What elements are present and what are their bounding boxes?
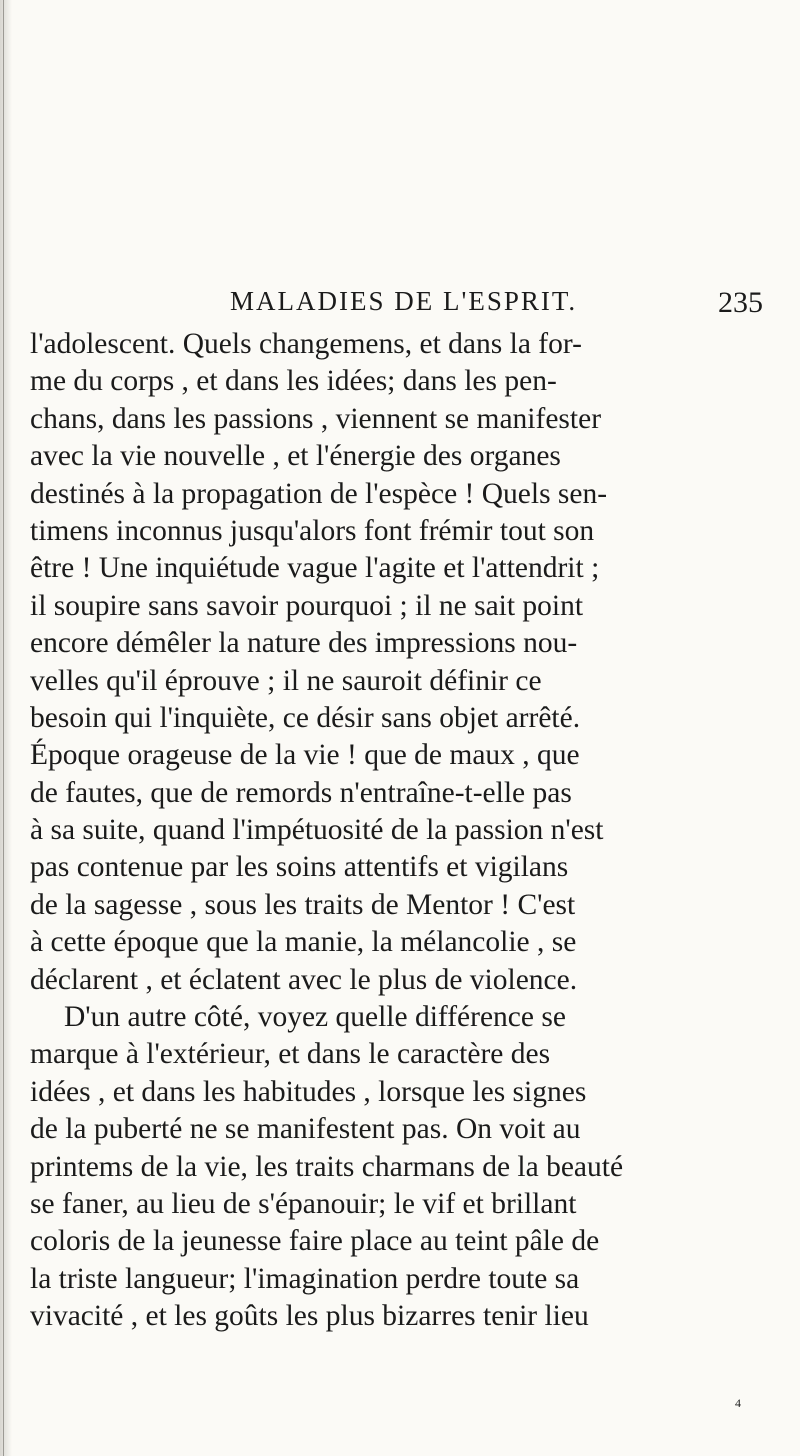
text-line: timens inconnus jusqu'alors font frémir tout son (30, 514, 595, 547)
text-line: il soupire sans savoir pourquoi ; il ne sait point (30, 589, 584, 622)
text-line: avec la vie nouvelle , et l'énergie des organes (30, 440, 561, 473)
page-number: 235 (718, 286, 763, 319)
text-line-paragraph-start: D'un autre côté, voyez quelle différence se (64, 1001, 566, 1034)
text-line: printems de la vie, les traits charmans de la beauté (30, 1150, 624, 1183)
text-line: déclarent , et éclatent avec le plus de violence. (30, 963, 578, 996)
text-line: de fautes, que de remords n'entraîne-t-elle pas (30, 776, 572, 809)
gutter-edge (3, 0, 4, 1456)
text-line: coloris de la jeunesse faire place au teint pâle de (30, 1225, 600, 1258)
text-line: destinés à la propagation de l'espèce ! Quels sen- (30, 477, 608, 510)
running-head: MALADIES DE L'ESPRIT. (230, 286, 578, 316)
text-line: de la puberté ne se manifestent pas. On voit au (30, 1113, 581, 1146)
text-line: la triste langueur; l'imagination perdre toute sa (30, 1262, 580, 1295)
text-line: à sa suite, quand l'impétuosité de la passion n'est (30, 814, 604, 847)
page-header (0, 286, 800, 326)
text-line: velles qu'il éprouve ; il ne sauroit définir ce (30, 664, 542, 697)
text-line: à cette époque que la manie, la mélancolie , se (30, 926, 577, 959)
text-line: me du corps , et dans les idées; dans les pen- (30, 365, 557, 398)
text-line: chans, dans les passions , viennent se manifester (30, 402, 602, 435)
text-line: se faner, au lieu de s'épanouir; le vif et brillant (30, 1187, 577, 1220)
text-line: besoin qui l'inquiète, ce désir sans objet arrêté. (30, 701, 581, 734)
text-line: vivacité , et les goûts les plus bizarres tenir lieu (30, 1300, 589, 1333)
text-line: l'adolescent. Quels changemens, et dans la for- (30, 328, 582, 360)
text-line: pas contenue par les soins attentifs et vigilans (30, 851, 569, 884)
text-line: Époque orageuse de la vie ! que de maux , que (30, 739, 580, 772)
signature-mark: 4 (735, 1396, 741, 1410)
text-line: marque à l'extérieur, et dans le caractère des (30, 1038, 551, 1071)
text-line: idées , et dans les habitudes , lorsque les signes (30, 1075, 587, 1108)
text-line: de la sagesse , sous les traits de Mentor ! C'est (30, 888, 576, 921)
text-line: être ! Une inquiétude vague l'agite et l'attendrit ; (30, 552, 600, 585)
page-gutter (0, 0, 12, 1456)
body-text (30, 326, 790, 1336)
text-line: encore démêler la nature des impressions nou- (30, 627, 578, 660)
